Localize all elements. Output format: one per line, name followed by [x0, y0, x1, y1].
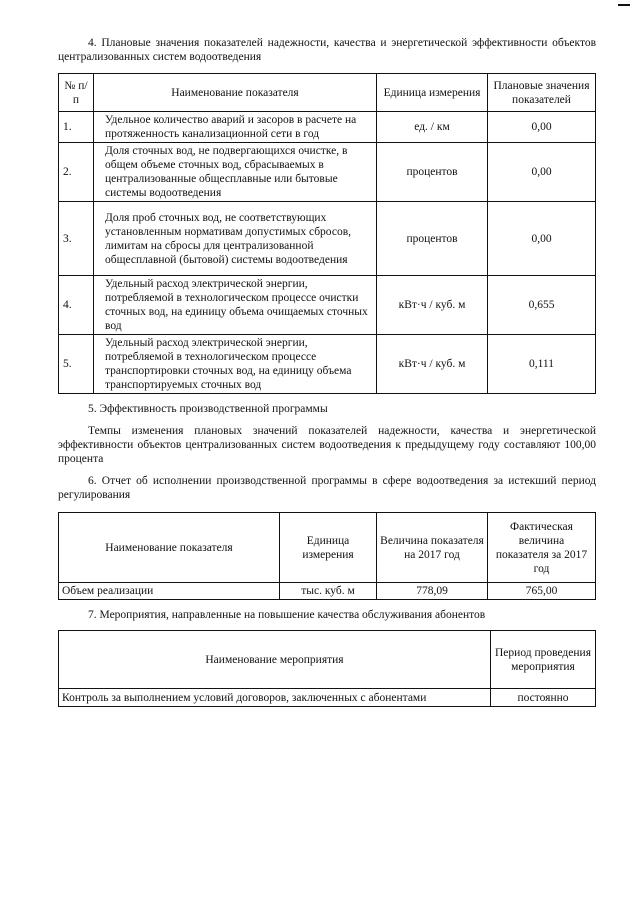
- section-7-heading: 7. Мероприятия, направленные на повышение качества обслуживания абонентов: [88, 609, 486, 621]
- measures-table: [58, 630, 596, 707]
- indicator-name: Доля сточных вод, не подвергающихся очистке, в общем объеме сточных вод, сбрасываемых в централизованные общесплавные или бытовые системы водоотведения: [94, 143, 377, 202]
- section-6-heading: 6. Отчет об исполнении производственной программы в сфере водоотведения за истекший период регулирования: [58, 475, 596, 501]
- indicator-unit: кВт·ч / куб. м: [377, 335, 488, 394]
- report-unit: тыс. куб. м: [280, 583, 377, 600]
- indicator-unit: ед. / км: [377, 112, 488, 143]
- indicator-unit: процентов: [377, 202, 488, 276]
- indicators-table-header: [59, 74, 596, 112]
- section-4-heading: 4. Плановые значения показателей надежности, качества и энергетической эффективности объектов централизованных систем водоотведения: [58, 37, 596, 63]
- indicator-value: 0,00: [488, 202, 596, 276]
- indicator-name: Удельное количество аварий и засоров в расчете на протяженность канализационной сети в год: [94, 112, 377, 143]
- table-row: [59, 583, 596, 600]
- indicator-unit: процентов: [377, 143, 488, 202]
- header-actual-2017: Фактическая величина показателя за 2017 год: [488, 513, 596, 583]
- header-measure-period: Период проведения мероприятия: [491, 631, 596, 689]
- table-row: [59, 276, 596, 335]
- indicator-name: Доля проб сточных вод, не соответствующих установленным нормативам допустимых сбросов, лимитам на сбросы для централизованной общесплавной (бытовой) системы водоотведения: [94, 202, 377, 276]
- row-number: 3.: [59, 202, 94, 276]
- report-actual-value: 765,00: [488, 583, 596, 600]
- table-row: [59, 202, 596, 276]
- section-5-text: Темпы изменения плановых значений показателей надежности, качества и энергетической эффективности объектов централизованных систем водоотведения к предыдущему году составляют 100,00 процента: [58, 425, 596, 465]
- header-indicator-name: Наименование показателя: [59, 513, 280, 583]
- indicator-value: 0,00: [488, 143, 596, 202]
- table-row: [59, 112, 596, 143]
- indicator-value: 0,111: [488, 335, 596, 394]
- indicator-value: 0,00: [488, 112, 596, 143]
- report-indicator-name: Объем реализации: [59, 583, 280, 600]
- indicator-name: Удельный расход электрической энергии, потребляемой в технологическом процессе очистки сточных вод, на единицу объема очищаемых сточных вод: [94, 276, 377, 335]
- report-planned-value: 778,09: [377, 583, 488, 600]
- row-number: 4.: [59, 276, 94, 335]
- corner-mark: [618, 4, 630, 6]
- header-unit: Единица измерения: [280, 513, 377, 583]
- measures-table-header: [59, 631, 596, 689]
- indicators-table: [58, 73, 596, 394]
- header-indicator-name: Наименование показателя: [94, 74, 377, 112]
- indicator-unit: кВт·ч / куб. м: [377, 276, 488, 335]
- document-page: [58, 36, 596, 707]
- table-row: [59, 689, 596, 707]
- measure-name: Контроль за выполнением условий договоров, заключенных с абонентами: [59, 689, 491, 707]
- table-row: [59, 335, 596, 394]
- row-number: 5.: [59, 335, 94, 394]
- indicator-name: Удельный расход электрической энергии, потребляемой в технологическом процессе транспортировки сточных вод, на единицу объема транспортируемых сточных вод: [94, 335, 377, 394]
- report-table-header: [59, 513, 596, 583]
- indicator-value: 0,655: [488, 276, 596, 335]
- header-number: № п/п: [59, 74, 94, 112]
- header-planned-2017: Величина показателя на 2017 год: [377, 513, 488, 583]
- report-table: [58, 512, 596, 600]
- header-planned-value: Плановые значения показателей: [488, 74, 596, 112]
- section-5-heading: 5. Эффективность производственной программы: [88, 403, 328, 415]
- row-number: 1.: [59, 112, 94, 143]
- header-unit: Единица измерения: [377, 74, 488, 112]
- table-row: [59, 143, 596, 202]
- header-measure-name: Наименование мероприятия: [59, 631, 491, 689]
- measure-period: постоянно: [491, 689, 596, 707]
- row-number: 2.: [59, 143, 94, 202]
